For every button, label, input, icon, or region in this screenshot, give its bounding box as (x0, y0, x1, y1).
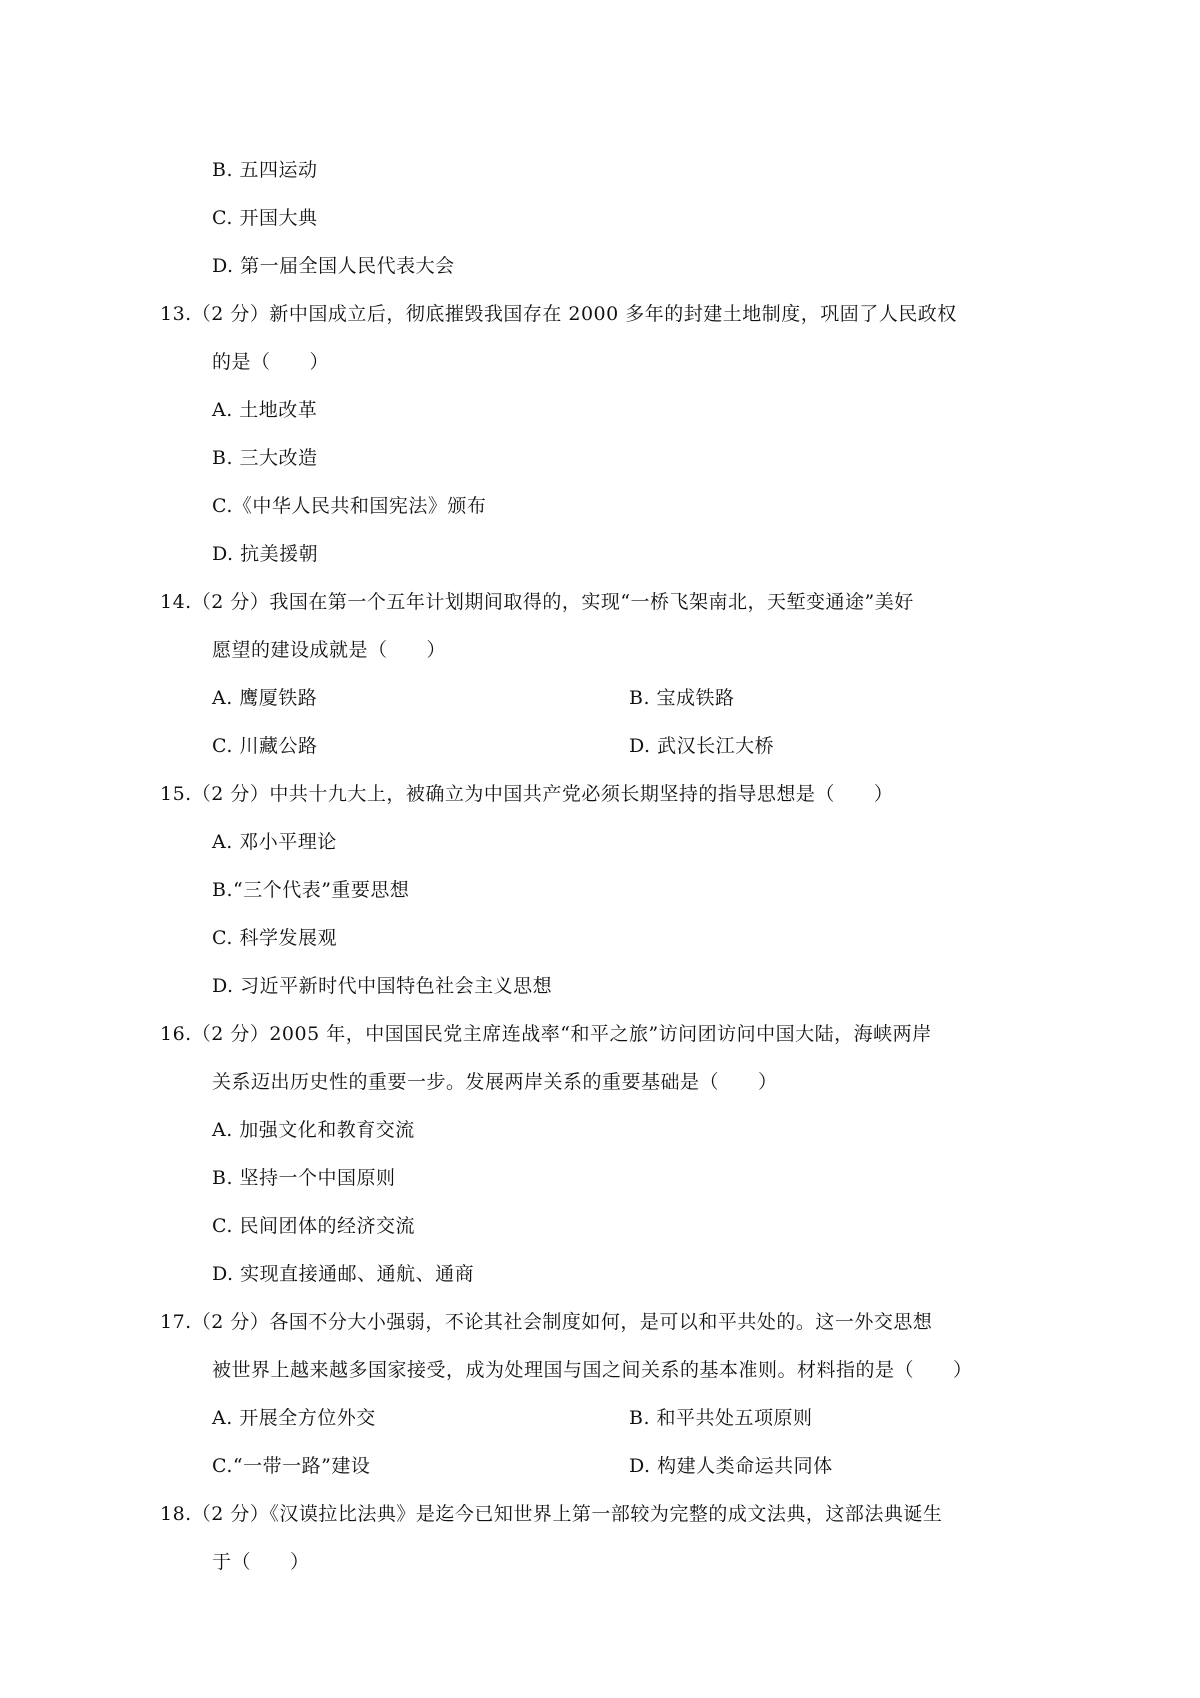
q14-option-b: B. 宝成铁路 (629, 687, 735, 709)
q15-option-a: A. 邓小平理论 (212, 831, 337, 853)
q17-stem-line1: 17.（2 分）各国不分大小强弱，不论其社会制度如何，是可以和平共处的。这一外交思想 (160, 1311, 933, 1333)
q14-option-c: C. 川藏公路 (212, 735, 318, 757)
q16-option-c: C. 民间团体的经济交流 (212, 1215, 415, 1237)
q17-stem-line2: 被世界上越来越多国家接受，成为处理国与国之间关系的基本准则。材料指的是（ ） (212, 1359, 973, 1381)
q13-stem-line1: 13.（2 分）新中国成立后，彻底摧毁我国存在 2000 多年的封建土地制度，巩固了人民政权 (160, 303, 957, 325)
q12-option-b: B. 五四运动 (212, 159, 318, 181)
q17-option-b: B. 和平共处五项原则 (629, 1407, 813, 1429)
q13-option-a: A. 土地改革 (212, 399, 318, 421)
q13-option-b: B. 三大改造 (212, 447, 318, 469)
q16-option-a: A. 加强文化和教育交流 (212, 1119, 415, 1141)
q16-stem-line2: 关系迈出历史性的重要一步。发展两岸关系的重要基础是（ ） (212, 1071, 778, 1093)
q18-stem-line1: 18.（2 分）《汉谟拉比法典》是迄今已知世界上第一部较为完整的成文法典，这部法典诞生 (160, 1503, 943, 1525)
q12-option-d: D. 第一届全国人民代表大会 (212, 255, 455, 277)
q17-option-c: C.“一带一路”建设 (212, 1455, 371, 1477)
q13-stem-line2: 的是（ ） (212, 351, 330, 373)
q16-option-b: B. 坚持一个中国原则 (212, 1167, 396, 1189)
q14-stem-line1: 14.（2 分）我国在第一个五年计划期间取得的，实现“一桥飞架南北，天堑变通途”美好 (160, 591, 914, 613)
q18-stem-line2: 于（ ） (212, 1551, 310, 1573)
q17-option-a: A. 开展全方位外交 (212, 1407, 376, 1429)
q16-stem-line1: 16.（2 分）2005 年，中国国民党主席连战率“和平之旅”访问团访问中国大陆，海峡两岸 (160, 1023, 932, 1045)
q13-option-d: D. 抗美援朝 (212, 543, 319, 565)
q15-stem-line1: 15.（2 分）中共十九大上，被确立为中国共产党必须长期坚持的指导思想是（ ） (160, 783, 894, 805)
q13-option-c: C.《中华人民共和国宪法》颁布 (212, 495, 487, 517)
q16-option-d: D. 实现直接通邮、通航、通商 (212, 1263, 475, 1285)
q12-option-c: C. 开国大典 (212, 207, 318, 229)
q14-stem-line2: 愿望的建设成就是（ ） (212, 639, 447, 661)
q17-option-d: D. 构建人类命运共同体 (629, 1455, 833, 1477)
q14-option-d: D. 武汉长江大桥 (629, 735, 775, 757)
q15-option-d: D. 习近平新时代中国特色社会主义思想 (212, 975, 553, 997)
q15-option-c: C. 科学发展观 (212, 927, 337, 949)
q14-option-a: A. 鹰厦铁路 (212, 687, 318, 709)
q15-option-b: B.“三个代表”重要思想 (212, 879, 410, 901)
